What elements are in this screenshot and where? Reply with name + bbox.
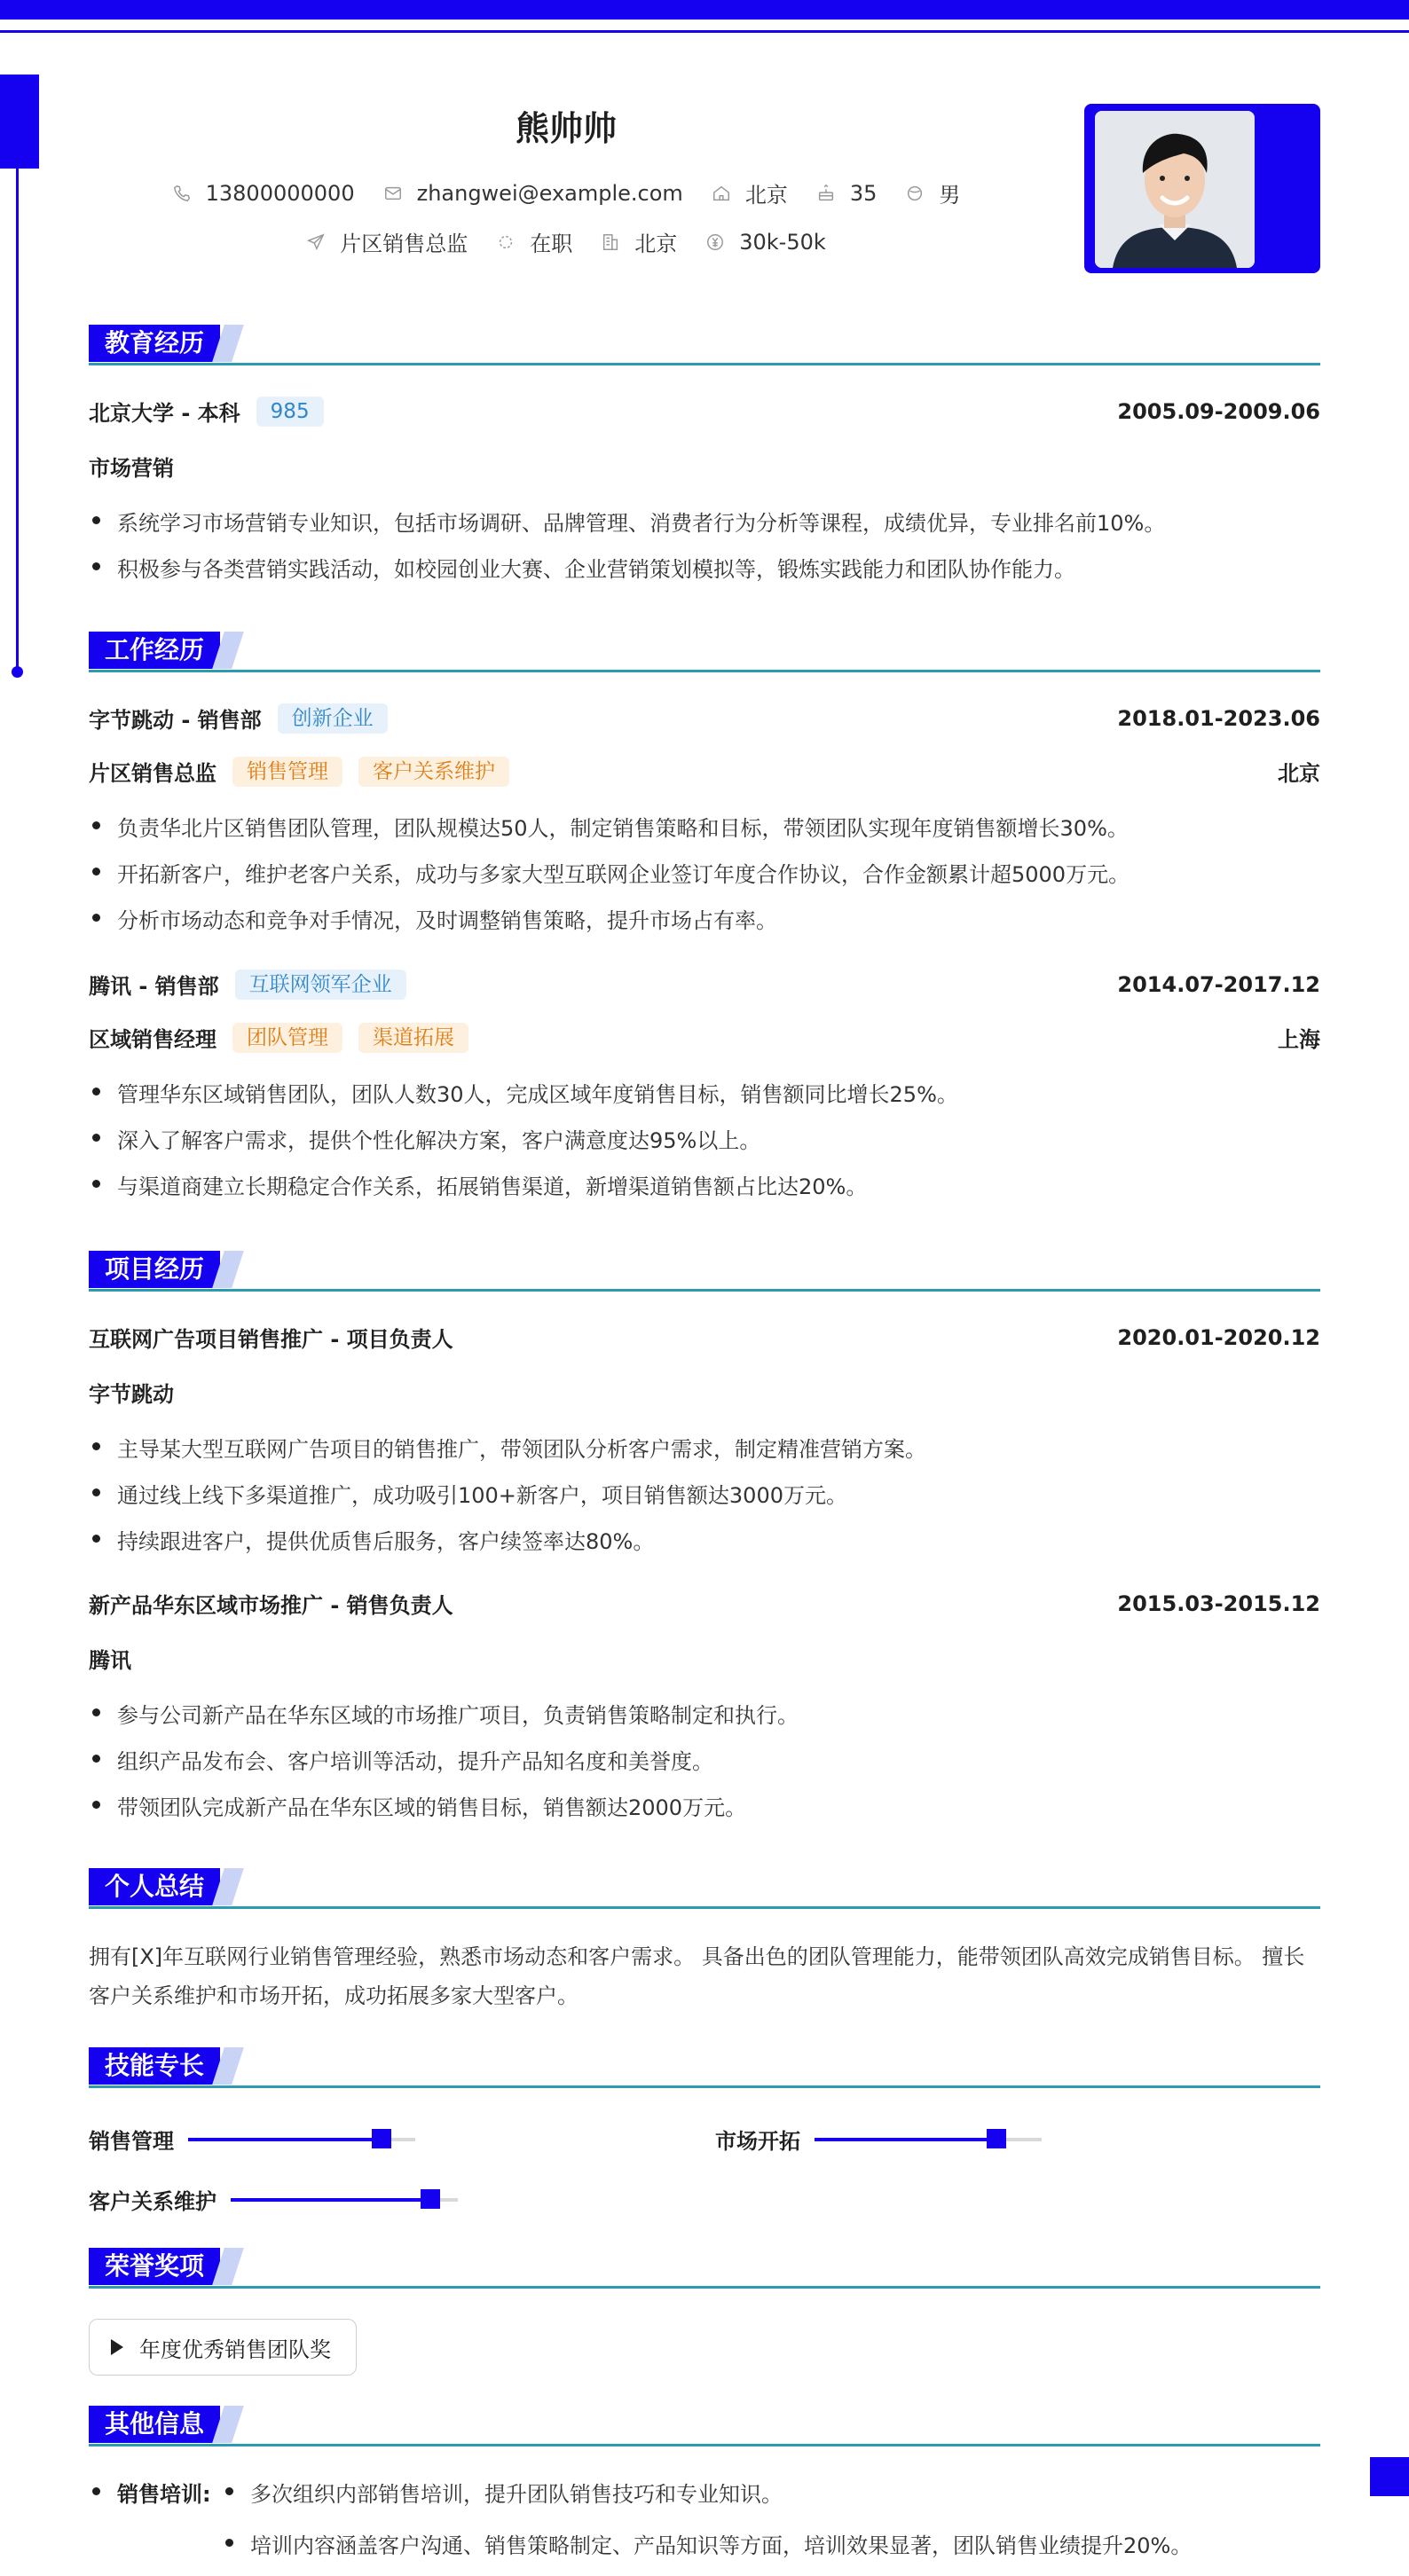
section-rule bbox=[89, 1289, 1320, 1292]
phone-text: 13800000000 bbox=[205, 180, 355, 206]
project-org-row bbox=[89, 1377, 1320, 1408]
education-badge: 985 bbox=[256, 397, 324, 427]
other-label: 销售培训: bbox=[89, 2477, 211, 2508]
work-role-row bbox=[89, 756, 1320, 787]
status-icon bbox=[496, 232, 516, 252]
list-item: 组织产品发布会、客户培训等活动，提升产品知名度和美誉度。 bbox=[89, 1744, 1320, 1775]
section-work-title: 工作经历 bbox=[89, 632, 220, 669]
skill-level-fill bbox=[188, 2138, 382, 2141]
candidate-name: 熊帅帅 bbox=[515, 109, 617, 148]
list-item: 与渠道商建立长期稳定合作关系，拓展销售渠道，新增渠道销售额占比达20%。 bbox=[89, 1169, 1320, 1200]
avatar-illustration bbox=[1095, 111, 1255, 268]
work-period: 2018.01-2023.06 bbox=[1117, 705, 1320, 731]
target-job-text: 片区销售总监 bbox=[340, 232, 468, 256]
cake-icon bbox=[816, 184, 836, 203]
target-job-item bbox=[306, 226, 468, 257]
work-role-row bbox=[89, 1022, 1320, 1053]
city-text: 北京 bbox=[744, 183, 788, 208]
list-item: 深入了解客户需求，提供个性化解决方案，客户满意度达95%以上。 bbox=[89, 1123, 1320, 1154]
skill-item bbox=[89, 2184, 458, 2215]
award-text: 年度优秀销售团队奖 bbox=[139, 2336, 331, 2362]
award-item[interactable] bbox=[89, 2319, 357, 2376]
gender-text: 男 bbox=[939, 183, 961, 208]
work-company-row bbox=[89, 703, 1320, 734]
work-tag: 团队管理 bbox=[232, 1023, 342, 1053]
play-triangle-icon bbox=[111, 2339, 123, 2355]
skill-name: 销售管理 bbox=[89, 2129, 174, 2154]
job-intent-row bbox=[0, 226, 1132, 257]
summary-line: 拥有[X]年互联网行业销售管理经验，熟悉市场动态和客户需求。 具备出色的团队管理能力，能带领团队高效完成销售目标。 擅长 bbox=[89, 1944, 1305, 1969]
list-item: 系统学习市场营销专业知识，包括市场调研、品牌管理、消费者行为分析等课程，成绩优异，专业排名前10%。 bbox=[89, 506, 1320, 537]
city-item bbox=[712, 177, 788, 208]
skill-level-knob bbox=[372, 2129, 391, 2148]
send-icon bbox=[306, 232, 326, 252]
work-location: 上海 bbox=[1278, 1027, 1320, 1052]
section-awards-title: 荣誉奖项 bbox=[89, 2248, 220, 2285]
project-title: 新产品华东区域市场推广 - 销售负责人 bbox=[89, 1593, 453, 1618]
phone-icon bbox=[172, 184, 192, 203]
mail-icon bbox=[383, 184, 403, 203]
skill-name: 市场开拓 bbox=[715, 2129, 800, 2154]
project-title: 互联网广告项目销售推广 - 项目负责人 bbox=[89, 1327, 453, 1352]
work-company-badge: 互联网领军企业 bbox=[235, 970, 406, 1000]
summary-text bbox=[89, 1937, 1320, 2015]
section-skills-header bbox=[89, 2047, 1320, 2088]
skill-level-knob bbox=[421, 2189, 440, 2209]
project-title-row bbox=[89, 1588, 1320, 1619]
work-company: 腾讯 - 销售部 bbox=[89, 974, 219, 999]
work-location: 北京 bbox=[1278, 761, 1320, 786]
section-project-title: 项目经历 bbox=[89, 1251, 220, 1288]
work-company-row bbox=[89, 969, 1320, 1000]
target-city-text: 北京 bbox=[634, 232, 678, 256]
skill-level-fill bbox=[815, 2138, 996, 2141]
list-item: 开拓新客户，维护老客户关系，成功与多家大型互联网企业签订年度合作协议，合作金额累计超5000万元。 bbox=[89, 857, 1320, 888]
list-item: 多次组织内部销售培训，提升团队销售技巧和专业知识。 bbox=[222, 2477, 783, 2508]
age-item bbox=[816, 181, 878, 206]
list-item: 培训内容涵盖客户沟通、销售策略制定、产品知识等方面，培训效果显著，团队销售业绩提升20%。 bbox=[222, 2528, 1192, 2559]
work-period: 2014.07-2017.12 bbox=[1117, 971, 1320, 997]
list-item: 管理华东区域销售团队，团队人数30人，完成区域年度销售目标，销售额同比增长25%。 bbox=[89, 1077, 1320, 1108]
right-accent-block bbox=[1370, 2457, 1409, 2496]
summary-line: 客户关系维护和市场开拓，成功拓展多家大型客户。 bbox=[89, 1983, 579, 2008]
status-item bbox=[496, 226, 572, 257]
age-text: 35 bbox=[849, 180, 878, 206]
work-company-badge: 创新企业 bbox=[278, 703, 388, 734]
section-rule bbox=[89, 670, 1320, 672]
section-other-header bbox=[89, 2406, 1320, 2446]
skill-level-fill bbox=[231, 2198, 430, 2202]
top-accent-line bbox=[0, 30, 1409, 33]
education-row bbox=[89, 396, 1320, 427]
skill-name: 客户关系维护 bbox=[89, 2189, 216, 2214]
section-summary-header bbox=[89, 1868, 1320, 1909]
section-rule bbox=[89, 1906, 1320, 1909]
list-item: 主导某大型互联网广告项目的销售推广，带领团队分析客户需求，制定精准营销方案。 bbox=[89, 1432, 1320, 1463]
work-tag: 客户关系维护 bbox=[358, 757, 509, 787]
section-project-header bbox=[89, 1251, 1320, 1292]
section-skills-title: 技能专长 bbox=[89, 2047, 220, 2085]
avatar bbox=[1095, 111, 1255, 268]
skill-level-bar bbox=[188, 2138, 415, 2141]
section-awards-header bbox=[89, 2248, 1320, 2289]
work-role: 片区销售总监 bbox=[89, 761, 216, 786]
section-rule bbox=[89, 2444, 1320, 2446]
photo-frame bbox=[1084, 104, 1320, 273]
skill-item bbox=[715, 2124, 1042, 2155]
list-item: 负责华北片区销售团队管理，团队规模达50人，制定销售策略和目标，带领团队实现年度销售额增长30%。 bbox=[89, 811, 1320, 842]
section-education-title: 教育经历 bbox=[89, 325, 220, 362]
building-icon bbox=[601, 232, 620, 252]
section-summary-title: 个人总结 bbox=[89, 1868, 220, 1905]
list-item: 积极参与各类营销实践活动，如校园创业大赛、企业营销策划模拟等，锻炼实践能力和团队协作能力。 bbox=[89, 552, 1320, 583]
section-rule bbox=[89, 2286, 1320, 2289]
list-item: 持续跟进客户，提供优质售后服务，客户续签率达80%。 bbox=[89, 1524, 1320, 1555]
skill-item bbox=[89, 2124, 415, 2155]
salary-text: 30k-50k bbox=[739, 229, 826, 255]
phone-item bbox=[172, 181, 355, 206]
contact-row bbox=[0, 177, 1132, 208]
work-role: 区域销售经理 bbox=[89, 1027, 216, 1052]
target-city-item bbox=[601, 226, 677, 257]
project-title-row bbox=[89, 1322, 1320, 1353]
skill-level-bar bbox=[815, 2138, 1042, 2141]
work-tag: 渠道拓展 bbox=[358, 1023, 468, 1053]
gender-item bbox=[905, 177, 960, 208]
list-item: 参与公司新产品在华东区域的市场推广项目，负责销售策略制定和执行。 bbox=[89, 1698, 1320, 1729]
list-item: 带领团队完成新产品在华东区域的销售目标，销售额达2000万元。 bbox=[89, 1790, 1320, 1821]
section-education-header bbox=[89, 325, 1320, 365]
skill-level-knob bbox=[987, 2129, 1006, 2148]
top-accent-bar bbox=[0, 0, 1409, 20]
education-major-row bbox=[89, 451, 1320, 482]
section-work-header bbox=[89, 632, 1320, 672]
work-tag: 销售管理 bbox=[232, 757, 342, 787]
skill-level-bar bbox=[231, 2198, 458, 2202]
list-item: 分析市场动态和竞争对手情况，及时调整销售策略，提升市场占有率。 bbox=[89, 903, 1320, 934]
education-major: 市场营销 bbox=[89, 456, 174, 481]
section-other-title: 其他信息 bbox=[89, 2406, 220, 2443]
salary-item bbox=[705, 230, 826, 255]
education-school: 北京大学 - 本科 bbox=[89, 401, 240, 426]
left-accent-dot bbox=[12, 666, 23, 678]
gender-icon bbox=[905, 184, 925, 203]
project-period: 2015.03-2015.12 bbox=[1117, 1590, 1320, 1616]
home-icon bbox=[712, 184, 731, 203]
education-period: 2005.09-2009.06 bbox=[1117, 398, 1320, 424]
list-item: 通过线上线下多渠道推广，成功吸引100+新客户，项目销售额达3000万元。 bbox=[89, 1478, 1320, 1509]
work-company: 字节跳动 - 销售部 bbox=[89, 708, 262, 733]
section-rule bbox=[89, 2085, 1320, 2088]
yuan-icon bbox=[705, 232, 725, 252]
email-text: zhangwei@example.com bbox=[416, 180, 683, 206]
project-period: 2020.01-2020.12 bbox=[1117, 1324, 1320, 1350]
project-org: 字节跳动 bbox=[89, 1382, 174, 1407]
email-item bbox=[383, 181, 683, 206]
section-rule bbox=[89, 363, 1320, 365]
project-org-row bbox=[89, 1643, 1320, 1674]
status-text: 在职 bbox=[530, 232, 573, 256]
project-org: 腾讯 bbox=[89, 1648, 131, 1673]
